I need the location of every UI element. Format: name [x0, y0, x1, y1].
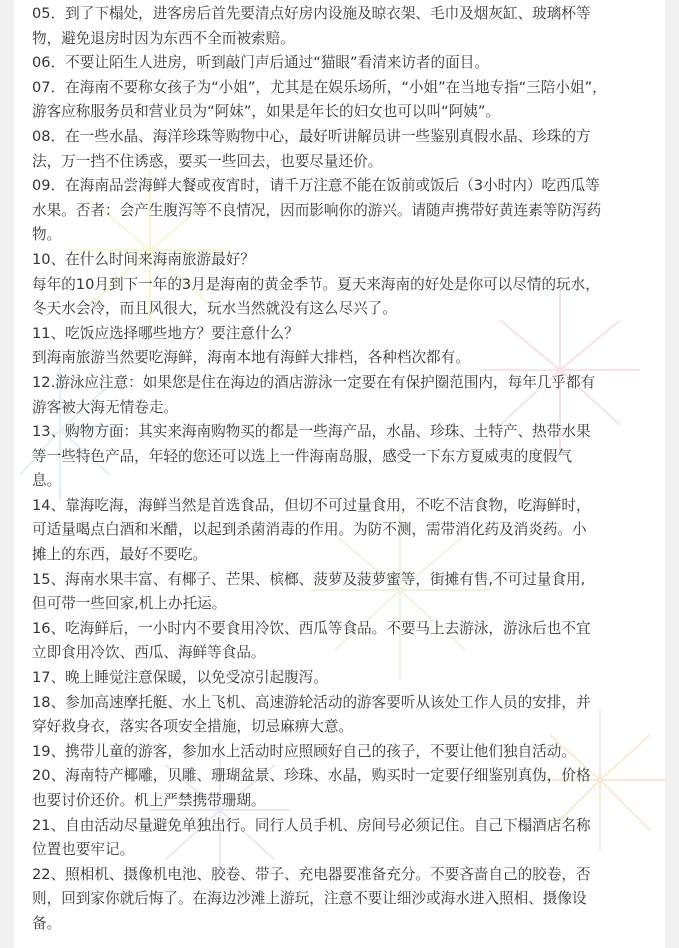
text-line: 19、携带儿童的游客，参加水上活动时应照顾好自己的孩子，不要让他们独自活动。	[32, 742, 576, 760]
text-line: 位置也要牢记。	[32, 841, 135, 859]
text-line: 到海南旅游当然要吃海鲜，海南本地有海鲜大排档，各种档次都有。	[32, 349, 470, 367]
text-line: 22、照相机、摄像机电池、胶卷、带子、充电器要准备充分。不要吝啬自己的胶卷，否	[32, 865, 591, 883]
text-line: 11、吃饭应选择哪些地方？要注意什么？	[32, 324, 299, 342]
text-line: 12.游泳应注意：如果您是住在海边的酒店游泳一定要在有保护圈范围内，每年几乎都有	[32, 373, 596, 391]
text-line: 13、购物方面：其实来海南购物买的都是一些海产品，水晶、珍珠、土特产、热带水果	[32, 423, 591, 441]
text-line: 息。	[32, 472, 62, 490]
text-line: 游客被大海无情卷走。	[32, 398, 178, 416]
text-line: 10、在什么时间来海南旅游最好？	[32, 250, 255, 268]
text-line: 物。	[32, 226, 62, 244]
text-line: 18、参加高速摩托艇、水上飞机、高速游轮活动的游客要听从该处工作人员的安排，并	[32, 693, 591, 711]
text-line: 等一些特色产品，年轻的您还可以选上一件海南岛服，感受一下东方夏威夷的度假气	[32, 447, 572, 465]
text-line: 07．在海南不要称女孩子为“小姐”，尤其是在娱乐场所，“小姐”在当地专指“三陪小姐”，	[32, 78, 607, 96]
text-line: 水果。否者：会产生腹泻等不良情况，因而影响你的游兴。请随声携带好黄连素等防泻药	[32, 201, 602, 219]
text-line: 游客应称服务员和营业员为“阿妹”，如果是年长的妇女也可以叫“阿姨”。	[32, 103, 501, 121]
text-line: 可适量喝点白酒和米醋，以起到杀菌消毒的作用。为防不测，需带消化药及消炎药。小	[32, 521, 587, 539]
text-line: 冬天水会冷，而且风很大，玩水当然就没有这么尽兴了。	[32, 300, 397, 318]
left-page-margin	[0, 0, 14, 948]
text-line: 摊上的东西，最好不要吃。	[32, 546, 208, 564]
text-line: 则，回到家你就后悔了。在海边沙滩上游玩，注意不要让细沙或海水进入照相、摄像设	[32, 890, 587, 908]
text-line: 16、吃海鲜后，一小时内不要食用冷饮、西瓜等食品。不要马上去游泳，游泳后也不宜	[32, 619, 591, 637]
text-line: 每年的10月到下一年的3月是海南的黄金季节。夏天来海南的好处是你可以尽情的玩水，	[32, 275, 600, 293]
text-line: 08．在一些水晶、海洋珍珠等购物中心，最好听讲解员讲一些鉴别真假水晶、珍珠的方	[32, 127, 591, 145]
text-line: 但可带一些回家,机上办托运。	[32, 595, 227, 613]
text-line: 20、海南特产椰雕，贝雕、珊瑚盆景、珍珠、水晶，购买时一定要仔细鉴别真伪，价格	[32, 767, 591, 785]
text-line: 14、靠海吃海，海鲜当然是首选食品，但切不可过量食用，不吃不洁食物，吃海鲜时，	[32, 496, 591, 514]
text-line: 穿好救身衣，落实各项安全措施，切忌麻痹大意。	[32, 718, 354, 736]
text-line: 06．不要让陌生人进房，听到敲门声后通过“猫眼”看清来访者的面目。	[32, 54, 489, 72]
text-line: 17、晚上睡觉注意保暖，以免受凉引起腹泻。	[32, 669, 328, 687]
text-line: 备。	[32, 914, 62, 932]
text-line: 09．在海南品尝海鲜大餐或夜宵时，请千万注意不能在饭前或饭后（3小时内）吃西瓜等	[32, 177, 600, 195]
text-line: 也要讨价还价。机上严禁携带珊瑚。	[32, 792, 266, 809]
text-line: 立即食用冷饮、西瓜、海鲜等食品。	[32, 644, 266, 662]
text-line: 05．到了下榻处，进客房后首先要清点好房内设施及晾衣架、毛巾及烟灰缸、玻璃杯等	[32, 5, 591, 22]
text-line: 物，避免退房时因为东西不全而被索赔。	[32, 29, 295, 47]
text-line: 21、自由活动尽量避免单独出行。同行人员手机、房间号必须记住。自己下榻酒店名称	[32, 816, 591, 834]
right-page-margin	[665, 0, 679, 948]
text-line: 15、海南水果丰富、有椰子、芒果、槟榔、菠萝及菠萝蜜等，街摊有售,不可过量食用,	[32, 570, 586, 588]
text-line: 法，万一挡不住诱惑，要买一些回去，也要尽量还价。	[32, 152, 383, 170]
